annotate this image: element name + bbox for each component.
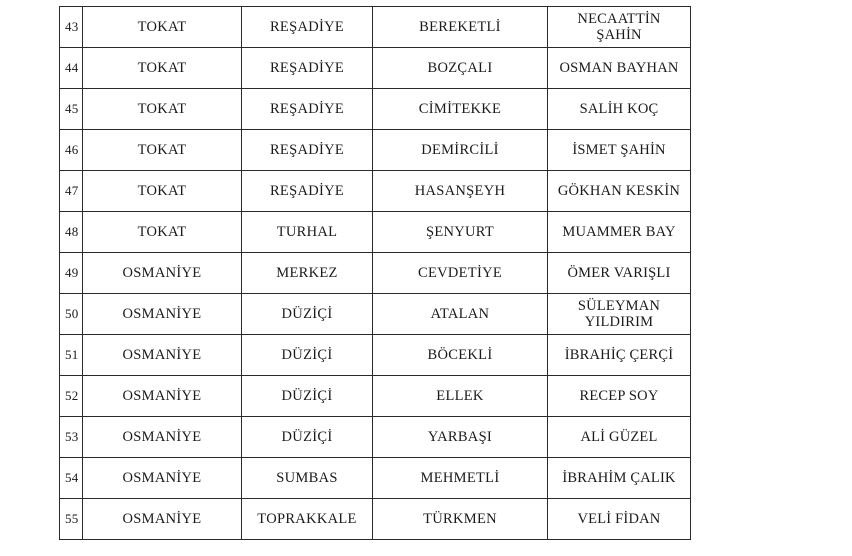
district-cell: REŞADİYE: [242, 130, 373, 171]
district-cell: REŞADİYE: [242, 48, 373, 89]
district-cell: DÜZİÇİ: [242, 417, 373, 458]
village-cell: CEVDETİYE: [373, 253, 548, 294]
district-cell: REŞADİYE: [242, 7, 373, 48]
row-number: 48: [60, 212, 83, 253]
name-cell: ÖMER VARIŞLI: [548, 253, 691, 294]
village-cell: YARBAŞI: [373, 417, 548, 458]
province-cell: OSMANİYE: [83, 458, 242, 499]
table-row: [60, 294, 691, 335]
district-cell: REŞADİYE: [242, 89, 373, 130]
province-cell: TOKAT: [83, 130, 242, 171]
district-cell: TOPRAKKALE: [242, 499, 373, 540]
row-number: 43: [60, 7, 83, 48]
village-cell: HASANŞEYH: [373, 171, 548, 212]
district-cell: REŞADİYE: [242, 171, 373, 212]
village-cell: TÜRKMEN: [373, 499, 548, 540]
name-cell: [548, 294, 691, 335]
village-cell: CİMİTEKKE: [373, 89, 548, 130]
name-cell: MUAMMER BAY: [548, 212, 691, 253]
province-cell: TOKAT: [83, 171, 242, 212]
table-row: [60, 171, 691, 212]
village-cell: BOZÇALI: [373, 48, 548, 89]
village-headman-table: [59, 6, 691, 540]
name-cell: İSMET ŞAHİN: [548, 130, 691, 171]
table-row: [60, 130, 691, 171]
name-cell: ALİ GÜZEL: [548, 417, 691, 458]
name-cell: İBRAHİÇ ÇERÇİ: [548, 335, 691, 376]
table-row: [60, 458, 691, 499]
district-cell: DÜZİÇİ: [242, 294, 373, 335]
province-cell: TOKAT: [83, 48, 242, 89]
village-cell: BÖCEKLİ: [373, 335, 548, 376]
village-cell: ATALAN: [373, 294, 548, 335]
village-cell: ŞENYURT: [373, 212, 548, 253]
name-line-2: YILDIRIM: [584, 314, 654, 330]
province-cell: OSMANİYE: [83, 417, 242, 458]
district-cell: MERKEZ: [242, 253, 373, 294]
row-number: 54: [60, 458, 83, 499]
name-cell: GÖKHAN KESKİN: [548, 171, 691, 212]
village-cell: DEMİRCİLİ: [373, 130, 548, 171]
village-cell: BEREKETLİ: [373, 7, 548, 48]
name-cell: RECEP SOY: [548, 376, 691, 417]
table-row: [60, 335, 691, 376]
name-line-2: ŞAHİN: [596, 27, 642, 43]
table-body: [60, 7, 691, 540]
name-cell: OSMAN BAYHAN: [548, 48, 691, 89]
province-cell: OSMANİYE: [83, 335, 242, 376]
province-cell: OSMANİYE: [83, 499, 242, 540]
district-cell: TURHAL: [242, 212, 373, 253]
row-number: 50: [60, 294, 83, 335]
province-cell: OSMANİYE: [83, 253, 242, 294]
row-number: 46: [60, 130, 83, 171]
row-number: 47: [60, 171, 83, 212]
province-cell: TOKAT: [83, 212, 242, 253]
village-cell: ELLEK: [373, 376, 548, 417]
table-row: [60, 7, 691, 48]
name-line-1: NECAATTİN: [577, 11, 661, 27]
province-cell: TOKAT: [83, 89, 242, 130]
row-number: 51: [60, 335, 83, 376]
name-cell: SALİH KOÇ: [548, 89, 691, 130]
table-row: [60, 417, 691, 458]
province-cell: OSMANİYE: [83, 376, 242, 417]
district-cell: DÜZİÇİ: [242, 376, 373, 417]
row-number: 55: [60, 499, 83, 540]
name-cell: İBRAHİM ÇALIK: [548, 458, 691, 499]
table-row: [60, 48, 691, 89]
table-row: [60, 376, 691, 417]
district-cell: SUMBAS: [242, 458, 373, 499]
province-cell: OSMANİYE: [83, 294, 242, 335]
row-number: 52: [60, 376, 83, 417]
province-cell: TOKAT: [83, 7, 242, 48]
row-number: 53: [60, 417, 83, 458]
district-cell: DÜZİÇİ: [242, 335, 373, 376]
table-row: [60, 499, 691, 540]
row-number: 45: [60, 89, 83, 130]
row-number: 44: [60, 48, 83, 89]
table-row: [60, 89, 691, 130]
name-line-1: SÜLEYMAN: [577, 298, 661, 314]
table-row: [60, 212, 691, 253]
name-cell: [548, 7, 691, 48]
row-number: 49: [60, 253, 83, 294]
name-cell: VELİ FİDAN: [548, 499, 691, 540]
village-cell: MEHMETLİ: [373, 458, 548, 499]
table-row: [60, 253, 691, 294]
